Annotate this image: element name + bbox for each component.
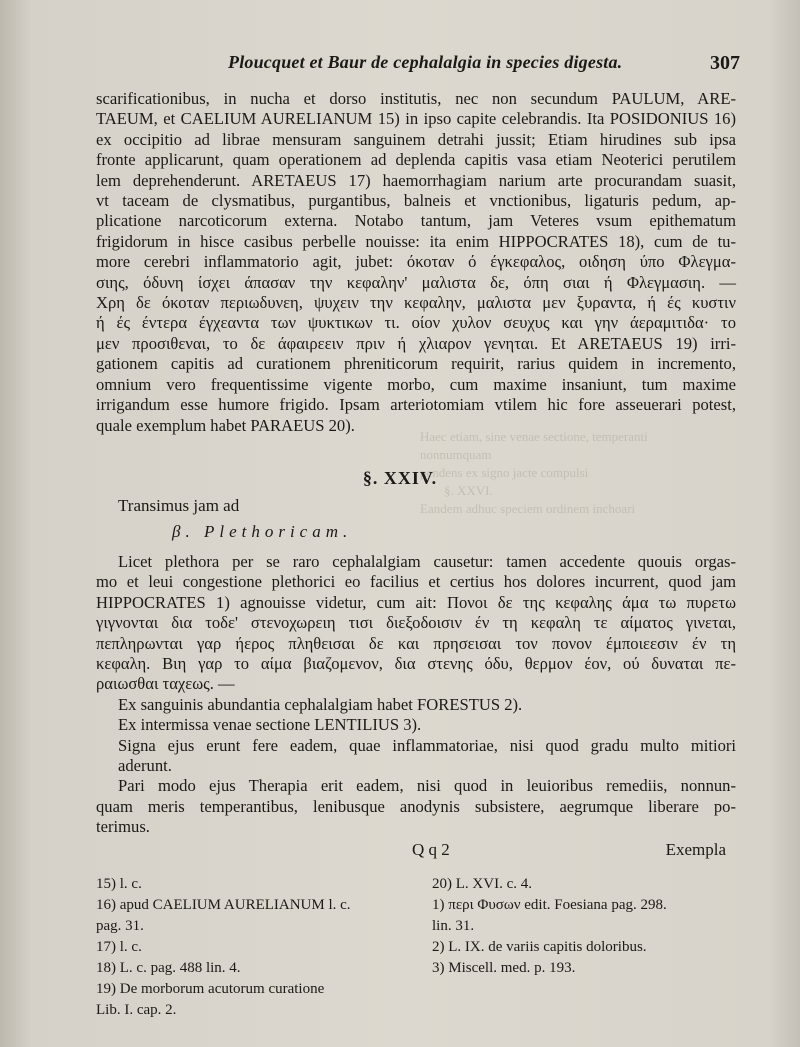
paragraph-1: [96, 89, 736, 436]
text-line: Signa ejus erunt fere eadem, quae inflammatoriae, nisi quod gradu multo mitiori: [118, 735, 736, 755]
bleed-through-text: Haec etiam, sine venae sectione, temperanti nonnumquam pendens ex signo jacte compulsi §. XXVI. Eandem adhuc speciem ordinem inchoari: [420, 429, 648, 516]
text-line: μεν προσιθεναι, το δε άφαιρεειν πριν ή χλιαρον γενηται. Et ARETAEUS 19) irri-: [96, 333, 736, 353]
text-line: Licet plethora per se raro cephalalgiam causetur: tamen accedente quouis orgas-: [118, 552, 736, 571]
text-line: quam meris temperantibus, lenibusque anodynis subsistere, aegrumque liberare po-: [96, 796, 736, 816]
paragraph-2: [96, 552, 736, 695]
footnote: 18) L. c. pag. 488 lin. 4.: [96, 960, 241, 976]
footnote: 3) Miscell. med. p. 193.: [432, 960, 576, 976]
footnote: 15) l. c.: [96, 876, 142, 892]
text-line: TAEUM, et CAELIUM AURELIANUM 15) in ipso capite celebrandis. Ita POSIDONIUS 16): [96, 109, 736, 129]
running-header: [0, 52, 800, 80]
text-line: mo et leui congestione plethorici eo facilius et certius hos dolores incurrent, quod jam: [96, 572, 736, 592]
catchline: [0, 840, 800, 864]
text-line: γιγνονται δια τοδε' στενοχωρειη τισι διεξοδοισιν έν τη κεφαλη τε αίματος γινεται,: [96, 613, 736, 633]
text-line: σιης, όδυνη ίσχει άπασαν την κεφαλην' μαλιστα δε, όπη σιαι ή Φλεγμασιη. —: [96, 272, 736, 292]
footnote: 16) apud CAELIUM AURELIANUM l. c.: [96, 897, 351, 913]
text-line: quale exemplum habet PARAEUS 20).: [96, 415, 355, 435]
text-line: Pari modo ejus Therapia erit eadem, nisi quod in leuioribus remediis, nonnun-: [118, 776, 736, 796]
text-line: ex occipitio ad librae mensuram sanguinem detrahi jussit; Etiam hirudines sub ipsa: [96, 129, 736, 149]
text-line: gationem capitis ad curationem phreniticorum requirit, rarius quidem in incremento,: [96, 354, 736, 374]
text-line: irrigandum esse humore frigido. Ipsam arteriotomiam vtilem hic fore asseuerari potest,: [96, 395, 736, 415]
text-line: κεφαλη. Βιη γαρ το αίμα βιαζομενον, δια στενης όδυ, θερμον έον, ού δυναται πε-: [96, 654, 736, 674]
page-number: 307: [710, 52, 740, 74]
text-line: frigidorum in hisce casibus perbelle nouisse: ita enim HIPPOCRATES 18), cum de tu-: [96, 231, 736, 251]
text-line: lem deprehenderunt. ARETAEUS 17) haemorrhagiam narium arte procurandam suasit,: [96, 170, 736, 190]
text-line: πεπληρωνται γαρ ήερος πληθεισαι δε και πρησεισαι τον πονον έμποιεεσιν έν τη: [96, 633, 736, 653]
text-line: omnium vero frequentissime vigente morbo, cum maxime insaniunt, tum maxime: [96, 374, 736, 394]
catchword: Exempla: [665, 840, 726, 859]
footnote: 1) περι Φυσων edit. Foesiana pag. 298.: [432, 897, 667, 913]
text-line: terimus.: [96, 817, 150, 837]
text-line: Χρη δε όκοταν περιωδυνεη, ψυχειν την κεφαλην, μαλιστα μεν ξυραντα, ή ές κυστιν: [96, 293, 736, 313]
footnotes-right: [432, 874, 752, 979]
section-heading: §. XXIV.: [362, 468, 438, 488]
text-line: Ex intermissa venae sectione LENTILIUS 3).: [118, 715, 422, 735]
running-title: Ploucquet et Baur de cephalalgia in species digesta.: [228, 52, 623, 72]
footnote: 20) L. XVI. c. 4.: [432, 876, 532, 892]
subheading: β. Plethoricam.: [172, 522, 353, 541]
text-line: aderunt.: [118, 756, 172, 776]
footnote: 17) l. c.: [96, 939, 142, 955]
text-line: vt taceam de clysmatibus, purgantibus, balneis et vnctionibus, ligaturis pedum, ap-: [96, 191, 736, 211]
footnote: Lib. I. cap. 2.: [96, 1002, 177, 1018]
text-line: plicatione narcoticorum externa. Notabo tantum, jam Veteres vsum epithematum: [96, 211, 736, 231]
transition-line: Transimus jam ad: [118, 496, 240, 515]
text-line: fronte applicarunt, quam operationem ad deplenda capitis vasa etiam Neoterici perutilem: [96, 150, 736, 170]
paragraph-4: [96, 776, 736, 837]
paragraph-3: [96, 695, 736, 777]
paragraph-group: [96, 552, 736, 838]
text-line: Ex sanguinis abundantia cephalalgiam habet FORESTUS 2).: [118, 694, 523, 714]
text-line: ραιωσθαι ταχεως. —: [96, 674, 235, 694]
footnotes-left: [96, 874, 416, 1021]
text-line: ή ές έντερα έγχεαντα των ψυκτικων τι. οίον χυλον σευχυς και γην άεραμιτιδα· το: [96, 313, 736, 333]
footnote: pag. 31.: [96, 918, 144, 934]
text-line: HIPPOCRATES 1) agnouisse videtur, cum ait: Πονοι δε της κεφαλης άμα τω πυρετω: [96, 592, 736, 612]
footnote: 19) De morborum acutorum curatione: [96, 981, 325, 997]
text-line: more cerebri inflammatorio agit, jubet: όκοταν ό έγκεφαλος, οιδηση ύπο Φλεγμα-: [96, 252, 736, 272]
signature-mark: Q q 2: [412, 840, 450, 859]
footnote: lin. 31.: [432, 918, 475, 934]
footnote: 2) L. IX. de variis capitis doloribus.: [432, 939, 647, 955]
text-line: scarificationibus, in nucha et dorso institutis, nec non secundum PAULUM, ARE-: [96, 89, 736, 108]
